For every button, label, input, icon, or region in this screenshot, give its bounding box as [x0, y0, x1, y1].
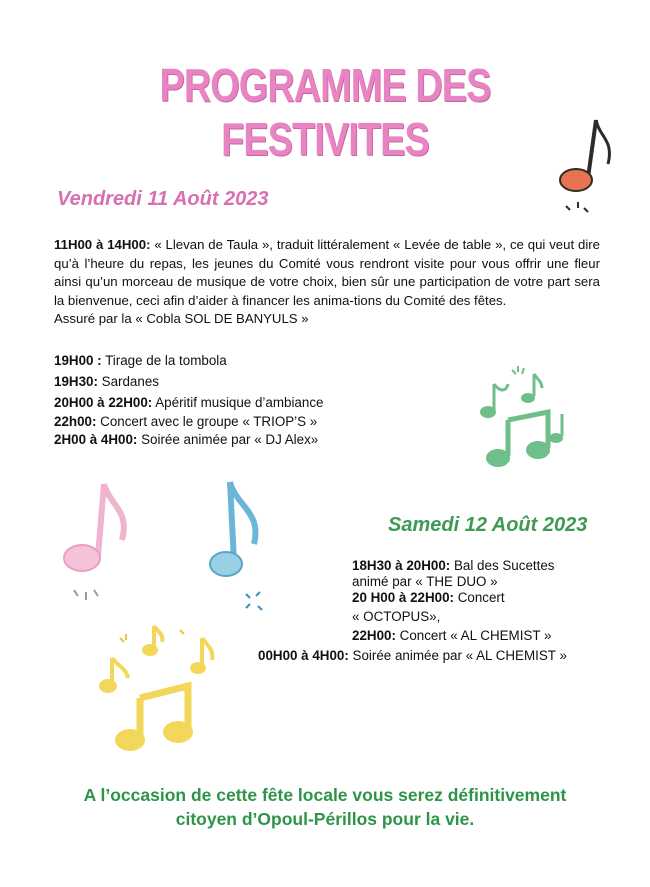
friday-intro [54, 236, 600, 329]
list-item [258, 647, 567, 665]
event-text: Sardanes [97, 374, 159, 389]
event-time: 00H00 à 4H00: [258, 648, 349, 663]
event-time: 22h00: [54, 414, 97, 429]
list-item [54, 394, 323, 412]
list-item-cont: animé par « THE DUO » [352, 574, 498, 589]
list-item [54, 373, 159, 391]
friday-date: Vendredi 11 Août 2023 [57, 188, 269, 210]
event-text: Bal des Sucettes [450, 558, 555, 573]
event-text: Concert avec le groupe « TRIOP’S » [96, 414, 318, 429]
list-item [352, 627, 551, 645]
event-text: Soirée animée par « AL CHEMIST » [348, 648, 567, 663]
page-title: PROGRAMME DES FESTIVITES [159, 59, 491, 165]
list-item [54, 352, 227, 370]
intro-text: « Llevan de Taula », traduit littéralement « Levée de table », ce qui veut dire qu’à l’heure du repas, les jeunes du Comité vous rendront visite pour vous offrir une fleur ainsi qu’un morceau de musique de votre choix, bien sûr une participation de votre part sera la bienvenue, ceci afin d’aider à financer les anima-tions du Comité des fêtes. [54, 237, 600, 308]
list-item-cont: « OCTOPUS», [352, 609, 441, 624]
intro-time: 11H00 à 14H00: [54, 237, 151, 252]
footer-line-1: A l’occasion de cette fête locale vous serez définitivement [83, 785, 567, 805]
event-time: 19H00 : [54, 353, 102, 368]
list-item [54, 431, 318, 449]
event-text: Soirée animée par « DJ Alex» [137, 432, 319, 447]
music-note-icon [206, 478, 286, 618]
event-time: 20 H00 à 22H00: [352, 590, 454, 605]
music-notes-icon [462, 362, 582, 472]
music-note-icon [60, 478, 140, 608]
music-note-icon [548, 112, 618, 222]
event-text: Tirage de la tombola [101, 353, 227, 368]
event-time: 22H00: [352, 628, 396, 643]
footer-line-2: citoyen d’Opoul-Périllos pour la vie. [175, 809, 475, 829]
event-time: 18H30 à 20H00: [352, 558, 451, 573]
event-text: Concert « AL CHEMIST » [395, 628, 552, 643]
assure-text: Assuré par la « Cobla SOL DE BANYULS » [54, 311, 309, 327]
music-notes-icon [96, 620, 226, 760]
saturday-date: Samedi 12 Août 2023 [388, 514, 588, 536]
event-text: Concert [454, 590, 505, 605]
list-item [352, 589, 505, 607]
event-time: 20H00 à 22H00: [54, 395, 153, 410]
event-text: Apéritif musique d’ambiance [152, 395, 324, 410]
event-time: 19H30: [54, 374, 98, 389]
list-item [54, 413, 317, 431]
event-time: 2H00 à 4H00: [54, 432, 138, 447]
